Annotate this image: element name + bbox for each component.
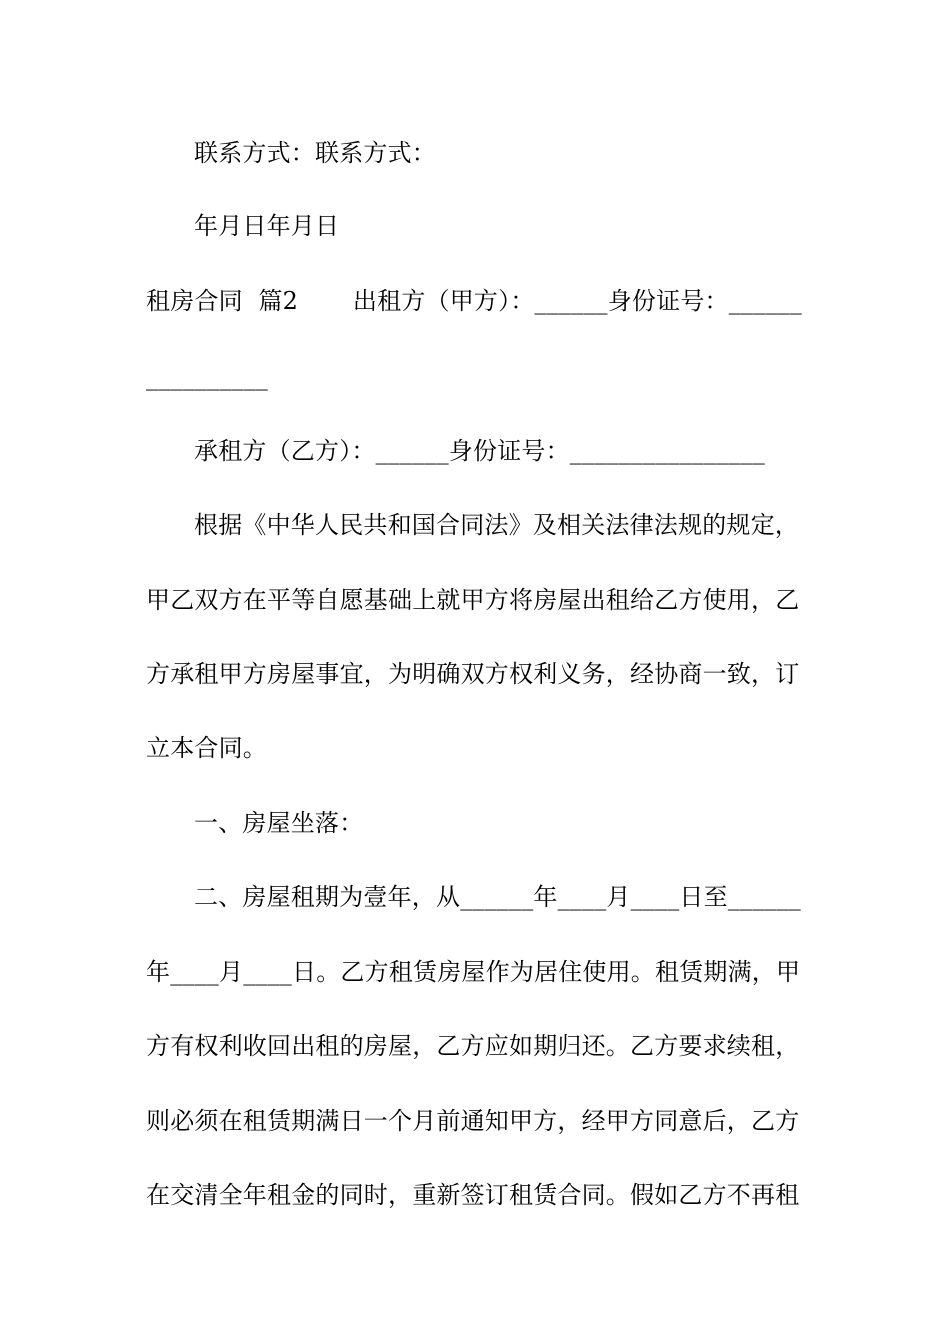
date-line: 年月日年月日 bbox=[194, 212, 340, 240]
lessee-line: 承租方（乙方）：______身份证号：________________ bbox=[194, 437, 765, 465]
contract-heading-lessor-line: 租房合同 篇2 出租方（甲方）：______身份证号：______ bbox=[146, 287, 802, 315]
paragraph-line: 在交清全年租金的同时，重新签订租赁合同。假如乙方不再租 bbox=[146, 1181, 800, 1209]
paragraph-line: 方有权利收回出租的房屋，乙方应如期归还。乙方要求续租， bbox=[146, 1032, 800, 1060]
paragraph-line: 二、房屋租期为壹年，从______年____月____日至______ bbox=[194, 883, 801, 911]
paragraph-line: 方承租甲方房屋事宜，为明确双方权利义务，经协商一致，订 bbox=[146, 660, 800, 688]
section-heading-location: 一、房屋坐落： bbox=[194, 809, 364, 837]
paragraph-line: 甲乙双方在平等自愿基础上就甲方将房屋出租给乙方使用，乙 bbox=[146, 586, 800, 614]
paragraph-line: 年____月____日。乙方租赁房屋作为居住使用。租赁期满，甲 bbox=[146, 958, 801, 986]
paragraph-line: 立本合同。 bbox=[146, 734, 267, 762]
paragraph-line: 根据《中华人民共和国合同法》及相关法律法规的规定， bbox=[194, 511, 799, 539]
blank-underline-line: __________ bbox=[146, 363, 268, 391]
paragraph-line: 则必须在租赁期满日一个月前通知甲方，经甲方同意后，乙方 bbox=[146, 1107, 800, 1135]
contact-info-line: 联系方式：联系方式： bbox=[194, 139, 436, 167]
